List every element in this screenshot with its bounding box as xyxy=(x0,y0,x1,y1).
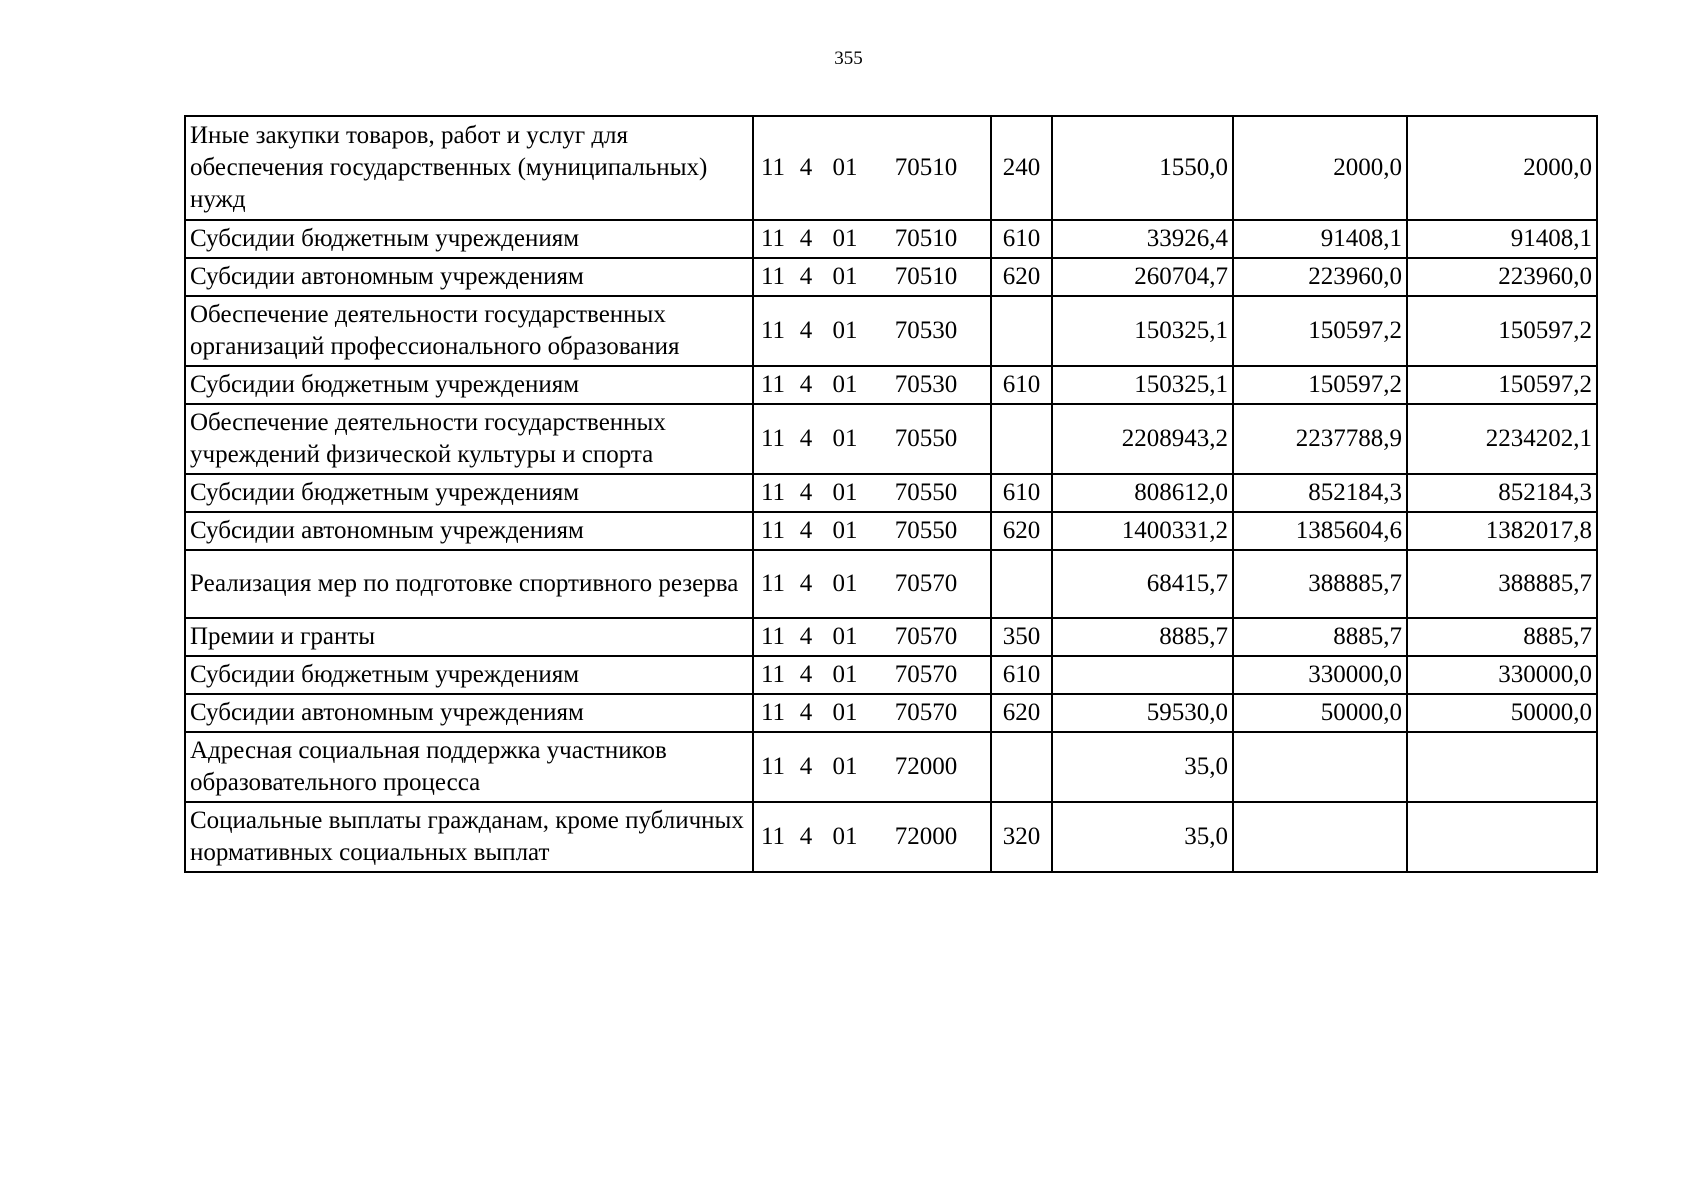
row-name: Субсидии автономным учреждениям xyxy=(185,512,753,550)
code-subprogram: 01 xyxy=(832,479,858,506)
row-codes xyxy=(753,474,991,512)
row-name: Адресная социальная поддержка участников образовательного процесса xyxy=(185,732,753,802)
row-name: Субсидии бюджетным учреждениям xyxy=(185,220,753,258)
amount-year-1 xyxy=(1052,656,1233,694)
row-name: Субсидии бюджетным учреждениям xyxy=(185,366,753,404)
code-section: 11 xyxy=(760,425,786,452)
row-codes xyxy=(753,656,991,694)
table-row xyxy=(185,550,1597,618)
amount-year-1: 33926,4 xyxy=(1052,220,1233,258)
amount-year-1: 260704,7 xyxy=(1052,258,1233,296)
code-subprogram: 01 xyxy=(832,425,858,452)
table-row xyxy=(185,656,1597,694)
code-subprogram: 01 xyxy=(832,154,858,181)
row-codes xyxy=(753,802,991,872)
code-program: 4 xyxy=(799,317,813,344)
table-row xyxy=(185,802,1597,872)
code-subprogram: 01 xyxy=(832,570,858,597)
code-subprogram: 01 xyxy=(832,517,858,544)
code-section: 11 xyxy=(760,479,786,506)
code-program: 4 xyxy=(799,823,813,850)
row-name: Реализация мер по подготовке спортивного резерва xyxy=(185,550,753,618)
code-section: 11 xyxy=(760,661,786,688)
table-row xyxy=(185,512,1597,550)
row-codes xyxy=(753,258,991,296)
table-row xyxy=(185,296,1597,366)
table-row xyxy=(185,220,1597,258)
table-row xyxy=(185,474,1597,512)
table-row xyxy=(185,618,1597,656)
code-subprogram: 01 xyxy=(832,263,858,290)
code-section: 11 xyxy=(760,570,786,597)
amount-year-2 xyxy=(1233,802,1407,872)
code-program: 4 xyxy=(799,517,813,544)
code-direction: 70530 xyxy=(894,317,958,344)
budget-table xyxy=(184,115,1598,873)
amount-year-3: 50000,0 xyxy=(1407,694,1597,732)
code-direction: 70570 xyxy=(894,699,958,726)
code-section: 11 xyxy=(760,699,786,726)
code-program: 4 xyxy=(799,753,813,780)
expense-type: 610 xyxy=(991,474,1052,512)
row-codes xyxy=(753,220,991,258)
amount-year-3: 223960,0 xyxy=(1407,258,1597,296)
code-program: 4 xyxy=(799,225,813,252)
amount-year-2: 330000,0 xyxy=(1233,656,1407,694)
code-program: 4 xyxy=(799,699,813,726)
code-subprogram: 01 xyxy=(832,623,858,650)
amount-year-1: 2208943,2 xyxy=(1052,404,1233,474)
amount-year-1: 68415,7 xyxy=(1052,550,1233,618)
row-name: Субсидии бюджетным учреждениям xyxy=(185,656,753,694)
row-codes xyxy=(753,694,991,732)
row-codes xyxy=(753,116,991,220)
code-program: 4 xyxy=(799,570,813,597)
code-program: 4 xyxy=(799,371,813,398)
amount-year-2: 150597,2 xyxy=(1233,296,1407,366)
expense-type xyxy=(991,296,1052,366)
row-codes xyxy=(753,550,991,618)
code-subprogram: 01 xyxy=(832,823,858,850)
expense-type: 610 xyxy=(991,220,1052,258)
amount-year-1: 35,0 xyxy=(1052,732,1233,802)
code-program: 4 xyxy=(799,623,813,650)
row-name: Обеспечение деятельности государственных организаций профессионального образования xyxy=(185,296,753,366)
code-subprogram: 01 xyxy=(832,225,858,252)
amount-year-2: 2237788,9 xyxy=(1233,404,1407,474)
amount-year-1: 1550,0 xyxy=(1052,116,1233,220)
budget-table-body xyxy=(185,116,1597,872)
code-direction: 70550 xyxy=(894,517,958,544)
code-section: 11 xyxy=(760,263,786,290)
code-section: 11 xyxy=(760,517,786,544)
table-row xyxy=(185,258,1597,296)
amount-year-2: 150597,2 xyxy=(1233,366,1407,404)
amount-year-2: 2000,0 xyxy=(1233,116,1407,220)
code-program: 4 xyxy=(799,154,813,181)
expense-type xyxy=(991,732,1052,802)
amount-year-3 xyxy=(1407,732,1597,802)
expense-type: 320 xyxy=(991,802,1052,872)
row-name: Премии и гранты xyxy=(185,618,753,656)
table-row xyxy=(185,732,1597,802)
amount-year-3: 388885,7 xyxy=(1407,550,1597,618)
amount-year-3: 150597,2 xyxy=(1407,296,1597,366)
code-program: 4 xyxy=(799,263,813,290)
amount-year-2: 1385604,6 xyxy=(1233,512,1407,550)
amount-year-3: 2234202,1 xyxy=(1407,404,1597,474)
amount-year-1: 35,0 xyxy=(1052,802,1233,872)
amount-year-2 xyxy=(1233,732,1407,802)
code-subprogram: 01 xyxy=(832,699,858,726)
amount-year-3: 1382017,8 xyxy=(1407,512,1597,550)
code-direction: 70550 xyxy=(894,479,958,506)
expense-type: 610 xyxy=(991,366,1052,404)
code-direction: 70530 xyxy=(894,371,958,398)
row-codes xyxy=(753,618,991,656)
amount-year-2: 388885,7 xyxy=(1233,550,1407,618)
code-program: 4 xyxy=(799,425,813,452)
code-subprogram: 01 xyxy=(832,753,858,780)
code-program: 4 xyxy=(799,479,813,506)
amount-year-1: 808612,0 xyxy=(1052,474,1233,512)
code-direction: 70570 xyxy=(894,623,958,650)
row-codes xyxy=(753,296,991,366)
code-subprogram: 01 xyxy=(832,317,858,344)
code-section: 11 xyxy=(760,225,786,252)
row-codes xyxy=(753,732,991,802)
amount-year-1: 8885,7 xyxy=(1052,618,1233,656)
expense-type: 350 xyxy=(991,618,1052,656)
table-row xyxy=(185,404,1597,474)
amount-year-3: 91408,1 xyxy=(1407,220,1597,258)
code-section: 11 xyxy=(760,623,786,650)
code-direction: 70510 xyxy=(894,154,958,181)
code-program: 4 xyxy=(799,661,813,688)
row-name: Обеспечение деятельности государственных учреждений физической культуры и спорта xyxy=(185,404,753,474)
amount-year-3 xyxy=(1407,802,1597,872)
code-direction: 70510 xyxy=(894,225,958,252)
amount-year-3: 8885,7 xyxy=(1407,618,1597,656)
amount-year-1: 150325,1 xyxy=(1052,296,1233,366)
amount-year-3: 330000,0 xyxy=(1407,656,1597,694)
row-name: Субсидии автономным учреждениям xyxy=(185,258,753,296)
code-direction: 72000 xyxy=(894,823,958,850)
code-subprogram: 01 xyxy=(832,661,858,688)
code-subprogram: 01 xyxy=(832,371,858,398)
code-section: 11 xyxy=(760,154,786,181)
row-codes xyxy=(753,404,991,474)
row-codes xyxy=(753,512,991,550)
table-row xyxy=(185,116,1597,220)
expense-type xyxy=(991,404,1052,474)
page-number: 355 xyxy=(834,48,863,69)
code-section: 11 xyxy=(760,823,786,850)
amount-year-2: 50000,0 xyxy=(1233,694,1407,732)
amount-year-1: 1400331,2 xyxy=(1052,512,1233,550)
row-name: Социальные выплаты гражданам, кроме публичных нормативных социальных выплат xyxy=(185,802,753,872)
amount-year-3: 150597,2 xyxy=(1407,366,1597,404)
code-direction: 70570 xyxy=(894,570,958,597)
expense-type: 620 xyxy=(991,694,1052,732)
row-name: Субсидии бюджетным учреждениям xyxy=(185,474,753,512)
row-codes xyxy=(753,366,991,404)
row-name: Иные закупки товаров, работ и услуг для обеспечения государственных (муниципальных) нужд xyxy=(185,116,753,220)
amount-year-2: 852184,3 xyxy=(1233,474,1407,512)
expense-type: 240 xyxy=(991,116,1052,220)
amount-year-2: 91408,1 xyxy=(1233,220,1407,258)
table-row xyxy=(185,694,1597,732)
row-name: Субсидии автономным учреждениям xyxy=(185,694,753,732)
code-direction: 72000 xyxy=(894,753,958,780)
expense-type: 620 xyxy=(991,512,1052,550)
code-section: 11 xyxy=(760,317,786,344)
amount-year-3: 2000,0 xyxy=(1407,116,1597,220)
code-section: 11 xyxy=(760,753,786,780)
code-section: 11 xyxy=(760,371,786,398)
code-direction: 70510 xyxy=(894,263,958,290)
amount-year-2: 223960,0 xyxy=(1233,258,1407,296)
code-direction: 70550 xyxy=(894,425,958,452)
amount-year-1: 59530,0 xyxy=(1052,694,1233,732)
amount-year-3: 852184,3 xyxy=(1407,474,1597,512)
table-row xyxy=(185,366,1597,404)
code-direction: 70570 xyxy=(894,661,958,688)
expense-type: 620 xyxy=(991,258,1052,296)
expense-type: 610 xyxy=(991,656,1052,694)
amount-year-1: 150325,1 xyxy=(1052,366,1233,404)
expense-type xyxy=(991,550,1052,618)
amount-year-2: 8885,7 xyxy=(1233,618,1407,656)
